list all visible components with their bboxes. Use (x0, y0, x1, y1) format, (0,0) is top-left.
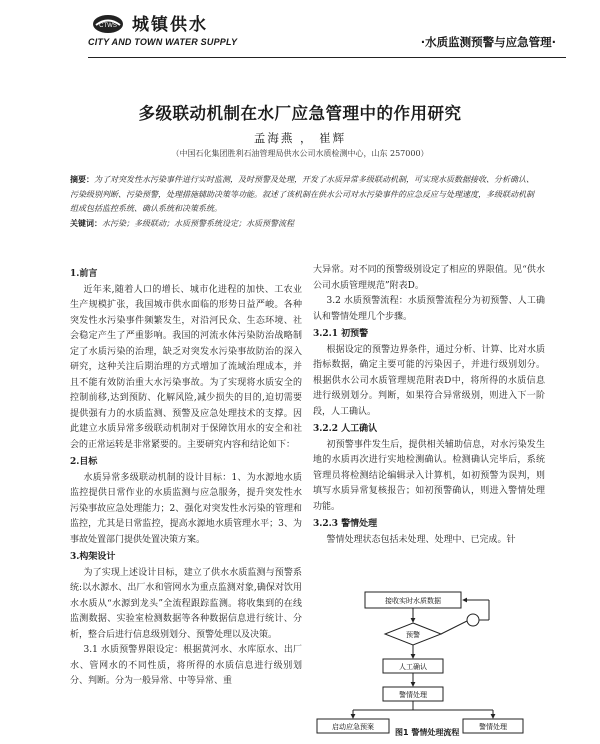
body-column-left (70, 265, 302, 690)
flow-label-right: 警情处理 (479, 723, 507, 731)
svg-text:CTWS: CTWS (99, 23, 117, 29)
flow-label-handle: 警情处理 (399, 691, 427, 699)
flow-label-confirm: 人工确认 (399, 663, 427, 671)
abstract-label: 摘要： (70, 174, 94, 184)
body-paragraph: 水质异常多级联动机制的设计目标：1、为水源地水质监控提供日常作业的水质监测与应急服务，提升突发性水污染事故应急处理能力；2、强化对突发性水污染的管理和监控，尤其是日常监控，提高水源地水质管理水平；3、为事故处置部门提供处置决策方案。 (70, 472, 302, 545)
section-heading: 3.2.2 人工确认 (313, 424, 378, 434)
article-title: 多级联动机制在水厂应急管理中的作用研究 (138, 104, 462, 123)
body-paragraph: 初预警事件发生后，提供相关辅助信息，对水污染发生地的水质再次进行实地检测确认。检测确认完毕后，系统管理员将检测结论编辑录入计算机，如初预警为误判，则填写水质异常复核报告；如初预警确认，则进入警情处理功能。 (313, 439, 545, 512)
alarm-flowchart (313, 590, 545, 740)
journal-logo (88, 10, 248, 56)
section-heading: 3.2.3 警情处理 (313, 519, 378, 529)
body-paragraph: 近年来,随着人口的增长、城市化进程的加快、工农业生产规模扩张，我国城市供水面临的形势日益严峻。各种突发性水污染事件频繁发生，对沿河民众、生态环境、社会稳定产生了严重影响。我国的河流水体污染防治战略制定了水质污染的治理，缺乏对突发水污染事故防治的深入研究，这种关注后期治理的方式增加了流域治理成本，并且不能有效防治重大水污染事故。为了实现将水质安全的控制前移,达到预防、化解风险,减少损失的目的,迫切需要提供强有力的水质监测、预警及应急处理技术的支撑。因此建立水质异常多级联动机制对于保障饮用水的安全和社会的正常运转是非常紧要的。主要研究内容和结论如下： (70, 284, 302, 450)
flow-label-alarm: 预警 (406, 631, 420, 639)
section-heading: 3.构架设计 (70, 552, 116, 562)
body-paragraph: 3.2 水质预警流程：水质预警流程分为初预警、人工确认和警情处理几个步骤。 (313, 296, 545, 322)
section-name: ·水质监测预警与应急管理· (420, 35, 556, 49)
abstract-text: 为了对突发性水污染事件进行实时监测，及时预警及处理，开发了水质异常多级联动机制，可实现水质数据接收、分析确认、污染级别判断、污染预警，处理措施辅助决策等功能。叙述了该机制在供水公司对水污染事件的应急反应与处理速度，多级联动机制组成包括监控系统、确认系统和决策系统。 (70, 175, 534, 213)
keywords-label: 关键词： (70, 218, 102, 228)
keywords-text: 水污染；多级联动；水质预警系统设定；水质预警流程 (102, 219, 294, 228)
body-paragraph: 警情处理状态包括未处理、处理中、已完成。针 (326, 534, 516, 545)
logo-en-text: CITY AND TOWN WATER SUPPLY (88, 37, 238, 47)
body-paragraph: 大异常。对不同的预警级别设定了相应的界限值。见“供水公司水质管理规范”附表D。 (313, 265, 545, 291)
figure-caption: 图1 警情处理流程 (395, 728, 460, 737)
body-column-right (313, 263, 545, 548)
body-paragraph: 根据设定的预警边界条件，通过分析、计算、比对水质指标数据，确定主要可能的污染因子，并进行级别划分。根据供水公司水质管理规范附表D中，将所得的水质信息进行级别划分。判断，如果符合异常级别，则进入下一阶段，人工确认。 (313, 344, 545, 417)
abstract (70, 172, 540, 217)
water-drop-logo-icon (92, 12, 124, 34)
section-heading: 2.目标 (70, 457, 98, 467)
keywords (70, 218, 540, 229)
flow-node-no (467, 614, 479, 626)
body-paragraph: 为了实现上述设计目标，建立了供水水质监测与预警系统:以水源水、出厂水和管网水为重点监测对象,确保对饮用水水质从“水源到龙头”全流程跟踪监测。将收集到的在线监测数据、实验室检测数据等各种数据信息进行统计、分析，整合后进行信息级别划分、预警处理以及决策。 (70, 567, 302, 640)
article-authors: 孟海燕 ， 崔辉 (253, 131, 347, 145)
header-divider (88, 57, 566, 58)
section-heading: 3.2.1 初预警 (313, 329, 369, 339)
body-paragraph: 3.1 水质预警界限设定：根据黄河水、水库原水、出厂水、管网水的不同性质，将所得的水质信息进行级别划分、判断。分为一般异常、中等异常、重 (70, 645, 302, 686)
section-heading: 1.前言 (70, 269, 98, 279)
article-affiliation: （中国石化集团胜利石油管理局供水公司水质检测中心，山东 257000） (171, 149, 429, 158)
flow-label-receive: 接收实时水质数据 (385, 597, 441, 605)
flow-label-left: 启动应急预案 (332, 723, 374, 731)
logo-cn-text: 城镇供水 (132, 15, 208, 35)
